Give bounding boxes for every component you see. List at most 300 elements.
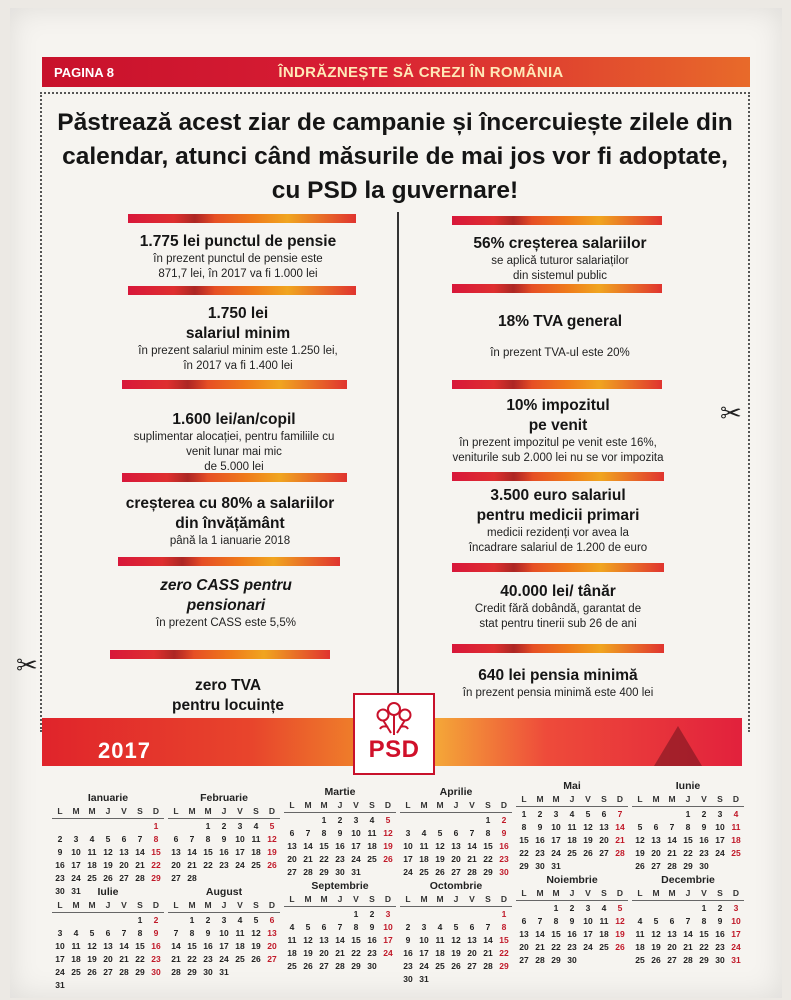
calendar-day[interactable]: 7	[485, 922, 491, 932]
calendar-day[interactable]: 14	[535, 929, 545, 939]
calendar-day[interactable]: 13	[319, 935, 329, 945]
calendar-day[interactable]: 17	[383, 935, 393, 945]
calendar-day[interactable]: 18	[235, 941, 245, 951]
calendar-day[interactable]: 15	[135, 941, 145, 951]
calendar-day[interactable]: 26	[651, 955, 661, 965]
calendar-day[interactable]: 1	[685, 809, 691, 819]
calendar-day[interactable]: 10	[403, 841, 413, 851]
calendar-day[interactable]: 11	[71, 941, 81, 951]
calendar-day[interactable]: 21	[171, 954, 181, 964]
calendar-day[interactable]: 2	[717, 903, 723, 913]
calendar-day[interactable]: 13	[599, 822, 609, 832]
calendar-day[interactable]: 11	[419, 841, 429, 851]
calendar-day[interactable]: 14	[303, 841, 313, 851]
calendar-day[interactable]: 28	[483, 961, 493, 971]
calendar-day[interactable]: 17	[235, 847, 245, 857]
calendar-day[interactable]: 18	[435, 948, 445, 958]
calendar-day[interactable]: 20	[171, 860, 181, 870]
calendar-day[interactable]: 25	[235, 954, 245, 964]
calendar-day[interactable]: 23	[367, 948, 377, 958]
calendar-day[interactable]: 4	[637, 916, 643, 926]
calendar-day[interactable]: 28	[187, 873, 197, 883]
calendar-day[interactable]: 29	[187, 967, 197, 977]
calendar-day[interactable]: 24	[583, 942, 593, 952]
calendar-day[interactable]: 24	[403, 867, 413, 877]
calendar-day[interactable]: 14	[171, 941, 181, 951]
calendar-day[interactable]: 25	[419, 867, 429, 877]
calendar-day[interactable]: 9	[405, 935, 411, 945]
calendar-day[interactable]: 29	[351, 961, 361, 971]
calendar-day[interactable]: 18	[635, 942, 645, 952]
calendar-day[interactable]: 1	[205, 821, 211, 831]
calendar-day[interactable]: 10	[383, 922, 393, 932]
calendar-day[interactable]: 17	[419, 948, 429, 958]
calendar-day[interactable]: 3	[553, 809, 559, 819]
calendar-day[interactable]: 9	[501, 828, 507, 838]
calendar-day[interactable]: 5	[305, 922, 311, 932]
calendar-day[interactable]: 6	[105, 928, 111, 938]
calendar-day[interactable]: 8	[521, 822, 527, 832]
calendar-day[interactable]: 28	[535, 955, 545, 965]
calendar-day[interactable]: 4	[569, 809, 575, 819]
calendar-day[interactable]: 30	[567, 955, 577, 965]
calendar-day[interactable]: 9	[221, 834, 227, 844]
calendar-day[interactable]: 24	[219, 954, 229, 964]
calendar-day[interactable]: 2	[701, 809, 707, 819]
calendar-day[interactable]: 6	[469, 922, 475, 932]
calendar-day[interactable]: 10	[731, 916, 741, 926]
calendar-day[interactable]: 7	[537, 916, 543, 926]
calendar-day[interactable]: 18	[71, 954, 81, 964]
calendar-day[interactable]: 29	[519, 861, 529, 871]
calendar-day[interactable]: 17	[71, 860, 81, 870]
calendar-day[interactable]: 22	[351, 948, 361, 958]
calendar-day[interactable]: 1	[485, 815, 491, 825]
calendar-day[interactable]: 17	[219, 941, 229, 951]
calendar-day[interactable]: 9	[337, 828, 343, 838]
calendar-day[interactable]: 23	[55, 873, 65, 883]
calendar-day[interactable]: 18	[731, 835, 741, 845]
calendar-day[interactable]: 15	[483, 841, 493, 851]
calendar-day[interactable]: 18	[567, 835, 577, 845]
calendar-day[interactable]: 11	[435, 935, 445, 945]
calendar-day[interactable]: 30	[535, 861, 545, 871]
calendar-day[interactable]: 9	[569, 916, 575, 926]
calendar-day[interactable]: 20	[119, 860, 129, 870]
calendar-day[interactable]: 11	[731, 822, 741, 832]
calendar-day[interactable]: 5	[105, 834, 111, 844]
calendar-day[interactable]: 6	[653, 822, 659, 832]
calendar-day[interactable]: 4	[437, 922, 443, 932]
calendar-day[interactable]: 13	[651, 835, 661, 845]
calendar-day[interactable]: 11	[287, 935, 297, 945]
calendar-day[interactable]: 17	[583, 929, 593, 939]
calendar-day[interactable]: 3	[405, 828, 411, 838]
calendar-day[interactable]: 22	[519, 848, 529, 858]
calendar-day[interactable]: 11	[599, 916, 609, 926]
calendar-day[interactable]: 28	[303, 867, 313, 877]
calendar-day[interactable]: 29	[683, 861, 693, 871]
calendar-day[interactable]: 27	[651, 861, 661, 871]
calendar-day[interactable]: 26	[87, 967, 97, 977]
calendar-day[interactable]: 1	[137, 915, 143, 925]
calendar-day[interactable]: 14	[335, 935, 345, 945]
calendar-day[interactable]: 10	[351, 828, 361, 838]
calendar-day[interactable]: 6	[601, 809, 607, 819]
calendar-day[interactable]: 16	[499, 841, 509, 851]
calendar-day[interactable]: 25	[635, 955, 645, 965]
calendar-day[interactable]: 20	[451, 854, 461, 864]
calendar-day[interactable]: 10	[583, 916, 593, 926]
calendar-day[interactable]: 14	[483, 935, 493, 945]
calendar-day[interactable]: 13	[103, 941, 113, 951]
calendar-day[interactable]: 16	[403, 948, 413, 958]
calendar-day[interactable]: 21	[535, 942, 545, 952]
calendar-day[interactable]: 5	[653, 916, 659, 926]
calendar-day[interactable]: 29	[135, 967, 145, 977]
calendar-day[interactable]: 21	[335, 948, 345, 958]
calendar-day[interactable]: 19	[651, 942, 661, 952]
calendar-day[interactable]: 2	[369, 909, 375, 919]
calendar-day[interactable]: 20	[319, 948, 329, 958]
calendar-day[interactable]: 5	[437, 828, 443, 838]
calendar-day[interactable]: 3	[221, 915, 227, 925]
calendar-day[interactable]: 11	[87, 847, 97, 857]
calendar-day[interactable]: 6	[669, 916, 675, 926]
calendar-day[interactable]: 6	[453, 828, 459, 838]
calendar-day[interactable]: 16	[699, 835, 709, 845]
calendar-day[interactable]: 18	[87, 860, 97, 870]
calendar-day[interactable]: 20	[467, 948, 477, 958]
calendar-day[interactable]: 26	[635, 861, 645, 871]
calendar-day[interactable]: 11	[251, 834, 261, 844]
calendar-day[interactable]: 8	[553, 916, 559, 926]
calendar-day[interactable]: 9	[205, 928, 211, 938]
calendar-day[interactable]: 19	[251, 941, 261, 951]
calendar-day[interactable]: 1	[701, 903, 707, 913]
calendar-day[interactable]: 21	[135, 860, 145, 870]
calendar-day[interactable]: 22	[499, 948, 509, 958]
calendar-day[interactable]: 27	[599, 848, 609, 858]
calendar-day[interactable]: 17	[551, 835, 561, 845]
calendar-day[interactable]: 23	[567, 942, 577, 952]
calendar-day[interactable]: 12	[251, 928, 261, 938]
calendar-day[interactable]: 12	[267, 834, 277, 844]
calendar-day[interactable]: 6	[289, 828, 295, 838]
calendar-day[interactable]: 5	[89, 928, 95, 938]
calendar-day[interactable]: 10	[419, 935, 429, 945]
calendar-day[interactable]: 30	[335, 867, 345, 877]
calendar-day[interactable]: 3	[73, 834, 79, 844]
calendar-day[interactable]: 7	[337, 922, 343, 932]
calendar-day[interactable]: 12	[435, 841, 445, 851]
calendar-day[interactable]: 29	[499, 961, 509, 971]
calendar-day[interactable]: 4	[421, 828, 427, 838]
calendar-day[interactable]: 6	[121, 834, 127, 844]
calendar-day[interactable]: 28	[467, 867, 477, 877]
calendar-day[interactable]: 3	[717, 809, 723, 819]
calendar-day[interactable]: 31	[55, 980, 65, 990]
calendar-day[interactable]: 8	[501, 922, 507, 932]
calendar-day[interactable]: 31	[219, 967, 229, 977]
calendar-day[interactable]: 13	[667, 929, 677, 939]
calendar-day[interactable]: 12	[87, 941, 97, 951]
calendar-day[interactable]: 19	[103, 860, 113, 870]
calendar-day[interactable]: 29	[699, 955, 709, 965]
calendar-day[interactable]: 23	[499, 854, 509, 864]
calendar-day[interactable]: 16	[219, 847, 229, 857]
calendar-day[interactable]: 7	[617, 809, 623, 819]
calendar-day[interactable]: 16	[367, 935, 377, 945]
calendar-day[interactable]: 9	[537, 822, 543, 832]
calendar-day[interactable]: 12	[303, 935, 313, 945]
calendar-day[interactable]: 18	[287, 948, 297, 958]
calendar-day[interactable]: 4	[289, 922, 295, 932]
calendar-day[interactable]: 24	[551, 848, 561, 858]
calendar-day[interactable]: 30	[367, 961, 377, 971]
calendar-day[interactable]: 5	[253, 915, 259, 925]
calendar-day[interactable]: 24	[235, 860, 245, 870]
calendar-day[interactable]: 8	[153, 834, 159, 844]
calendar-day[interactable]: 3	[421, 922, 427, 932]
calendar-day[interactable]: 7	[173, 928, 179, 938]
calendar-day[interactable]: 13	[467, 935, 477, 945]
calendar-day[interactable]: 7	[685, 916, 691, 926]
calendar-day[interactable]: 25	[251, 860, 261, 870]
calendar-day[interactable]: 5	[453, 922, 459, 932]
calendar-day[interactable]: 21	[187, 860, 197, 870]
calendar-day[interactable]: 14	[683, 929, 693, 939]
calendar-day[interactable]: 14	[667, 835, 677, 845]
calendar-day[interactable]: 1	[353, 909, 359, 919]
calendar-day[interactable]: 20	[651, 848, 661, 858]
calendar-day[interactable]: 19	[303, 948, 313, 958]
calendar-day[interactable]: 12	[583, 822, 593, 832]
calendar-day[interactable]: 28	[335, 961, 345, 971]
calendar-day[interactable]: 22	[151, 860, 161, 870]
calendar-day[interactable]: 29	[551, 955, 561, 965]
calendar-day[interactable]: 2	[501, 815, 507, 825]
calendar-day[interactable]: 7	[137, 834, 143, 844]
calendar-day[interactable]: 28	[171, 967, 181, 977]
calendar-day[interactable]: 16	[535, 835, 545, 845]
calendar-day[interactable]: 5	[269, 821, 275, 831]
calendar-day[interactable]: 6	[321, 922, 327, 932]
calendar-day[interactable]: 16	[567, 929, 577, 939]
calendar-day[interactable]: 4	[733, 809, 739, 819]
calendar-day[interactable]: 10	[235, 834, 245, 844]
calendar-day[interactable]: 8	[321, 828, 327, 838]
calendar-day[interactable]: 4	[601, 903, 607, 913]
calendar-day[interactable]: 25	[731, 848, 741, 858]
calendar-day[interactable]: 27	[119, 873, 129, 883]
calendar-day[interactable]: 23	[535, 848, 545, 858]
calendar-day[interactable]: 22	[483, 854, 493, 864]
calendar-day[interactable]: 5	[585, 809, 591, 819]
calendar-day[interactable]: 29	[151, 873, 161, 883]
calendar-day[interactable]: 22	[203, 860, 213, 870]
calendar-day[interactable]: 26	[267, 860, 277, 870]
calendar-day[interactable]: 15	[551, 929, 561, 939]
calendar-day[interactable]: 1	[321, 815, 327, 825]
calendar-day[interactable]: 24	[715, 848, 725, 858]
calendar-day[interactable]: 2	[337, 815, 343, 825]
calendar-day[interactable]: 8	[353, 922, 359, 932]
calendar-day[interactable]: 25	[87, 873, 97, 883]
calendar-day[interactable]: 27	[103, 967, 113, 977]
calendar-day[interactable]: 3	[385, 909, 391, 919]
calendar-day[interactable]: 7	[305, 828, 311, 838]
calendar-day[interactable]: 18	[251, 847, 261, 857]
calendar-day[interactable]: 2	[57, 834, 63, 844]
calendar-day[interactable]: 10	[55, 941, 65, 951]
calendar-day[interactable]: 23	[715, 942, 725, 952]
calendar-day[interactable]: 30	[55, 886, 65, 896]
calendar-day[interactable]: 21	[667, 848, 677, 858]
calendar-day[interactable]: 11	[235, 928, 245, 938]
calendar-day[interactable]: 30	[699, 861, 709, 871]
calendar-day[interactable]: 1	[189, 915, 195, 925]
calendar-day[interactable]: 24	[55, 967, 65, 977]
calendar-day[interactable]: 25	[435, 961, 445, 971]
calendar-day[interactable]: 17	[731, 929, 741, 939]
calendar-day[interactable]: 7	[121, 928, 127, 938]
calendar-day[interactable]: 11	[635, 929, 645, 939]
calendar-day[interactable]: 19	[451, 948, 461, 958]
calendar-day[interactable]: 2	[205, 915, 211, 925]
calendar-day[interactable]: 15	[683, 835, 693, 845]
calendar-day[interactable]: 21	[119, 954, 129, 964]
calendar-day[interactable]: 28	[119, 967, 129, 977]
calendar-day[interactable]: 13	[171, 847, 181, 857]
calendar-day[interactable]: 18	[419, 854, 429, 864]
calendar-day[interactable]: 1	[501, 909, 507, 919]
calendar-day[interactable]: 24	[419, 961, 429, 971]
calendar-day[interactable]: 28	[135, 873, 145, 883]
calendar-day[interactable]: 20	[267, 941, 277, 951]
calendar-day[interactable]: 8	[137, 928, 143, 938]
calendar-day[interactable]: 13	[287, 841, 297, 851]
calendar-day[interactable]: 22	[551, 942, 561, 952]
calendar-day[interactable]: 23	[403, 961, 413, 971]
calendar-day[interactable]: 7	[189, 834, 195, 844]
calendar-day[interactable]: 18	[599, 929, 609, 939]
calendar-day[interactable]: 30	[203, 967, 213, 977]
calendar-day[interactable]: 27	[267, 954, 277, 964]
calendar-day[interactable]: 3	[57, 928, 63, 938]
calendar-day[interactable]: 15	[519, 835, 529, 845]
calendar-day[interactable]: 13	[519, 929, 529, 939]
calendar-day[interactable]: 2	[153, 915, 159, 925]
calendar-day[interactable]: 4	[237, 915, 243, 925]
calendar-day[interactable]: 9	[701, 822, 707, 832]
calendar-day[interactable]: 13	[119, 847, 129, 857]
calendar-day[interactable]: 20	[103, 954, 113, 964]
calendar-day[interactable]: 30	[715, 955, 725, 965]
calendar-day[interactable]: 16	[715, 929, 725, 939]
calendar-day[interactable]: 25	[287, 961, 297, 971]
calendar-day[interactable]: 7	[669, 822, 675, 832]
calendar-day[interactable]: 9	[153, 928, 159, 938]
calendar-day[interactable]: 19	[635, 848, 645, 858]
calendar-day[interactable]: 31	[731, 955, 741, 965]
calendar-day[interactable]: 15	[203, 847, 213, 857]
calendar-day[interactable]: 30	[499, 867, 509, 877]
calendar-day[interactable]: 14	[467, 841, 477, 851]
calendar-day[interactable]: 27	[451, 867, 461, 877]
calendar-day[interactable]: 15	[351, 935, 361, 945]
calendar-day[interactable]: 31	[71, 886, 81, 896]
calendar-day[interactable]: 17	[351, 841, 361, 851]
calendar-day[interactable]: 10	[71, 847, 81, 857]
calendar-day[interactable]: 12	[615, 916, 625, 926]
calendar-day[interactable]: 14	[119, 941, 129, 951]
calendar-day[interactable]: 27	[287, 867, 297, 877]
calendar-day[interactable]: 29	[319, 867, 329, 877]
calendar-day[interactable]: 19	[435, 854, 445, 864]
calendar-day[interactable]: 4	[369, 815, 375, 825]
calendar-day[interactable]: 8	[205, 834, 211, 844]
calendar-day[interactable]: 4	[73, 928, 79, 938]
calendar-day[interactable]: 15	[499, 935, 509, 945]
calendar-day[interactable]: 19	[267, 847, 277, 857]
calendar-day[interactable]: 22	[187, 954, 197, 964]
calendar-day[interactable]: 5	[637, 822, 643, 832]
calendar-day[interactable]: 25	[567, 848, 577, 858]
calendar-day[interactable]: 4	[253, 821, 259, 831]
calendar-day[interactable]: 20	[599, 835, 609, 845]
calendar-day[interactable]: 5	[617, 903, 623, 913]
calendar-day[interactable]: 26	[303, 961, 313, 971]
calendar-day[interactable]: 14	[187, 847, 197, 857]
calendar-day[interactable]: 23	[335, 854, 345, 864]
calendar-day[interactable]: 15	[187, 941, 197, 951]
calendar-day[interactable]: 29	[483, 867, 493, 877]
calendar-day[interactable]: 15	[319, 841, 329, 851]
calendar-day[interactable]: 26	[435, 867, 445, 877]
calendar-day[interactable]: 12	[103, 847, 113, 857]
calendar-day[interactable]: 23	[203, 954, 213, 964]
calendar-day[interactable]: 17	[715, 835, 725, 845]
calendar-day[interactable]: 14	[135, 847, 145, 857]
calendar-day[interactable]: 8	[189, 928, 195, 938]
calendar-day[interactable]: 17	[55, 954, 65, 964]
calendar-day[interactable]: 9	[57, 847, 63, 857]
calendar-day[interactable]: 2	[221, 821, 227, 831]
calendar-day[interactable]: 2	[537, 809, 543, 819]
calendar-day[interactable]: 27	[171, 873, 181, 883]
calendar-day[interactable]: 10	[551, 822, 561, 832]
calendar-day[interactable]: 16	[335, 841, 345, 851]
calendar-day[interactable]: 24	[383, 948, 393, 958]
calendar-day[interactable]: 12	[451, 935, 461, 945]
calendar-day[interactable]: 20	[519, 942, 529, 952]
calendar-day[interactable]: 24	[351, 854, 361, 864]
calendar-day[interactable]: 10	[219, 928, 229, 938]
calendar-day[interactable]: 12	[383, 828, 393, 838]
calendar-day[interactable]: 6	[173, 834, 179, 844]
calendar-day[interactable]: 21	[467, 854, 477, 864]
calendar-day[interactable]: 26	[103, 873, 113, 883]
calendar-day[interactable]: 14	[615, 822, 625, 832]
calendar-day[interactable]: 26	[615, 942, 625, 952]
calendar-day[interactable]: 22	[683, 848, 693, 858]
calendar-day[interactable]: 6	[269, 915, 275, 925]
calendar-day[interactable]: 20	[667, 942, 677, 952]
calendar-day[interactable]: 8	[685, 822, 691, 832]
calendar-day[interactable]: 21	[615, 835, 625, 845]
calendar-day[interactable]: 13	[267, 928, 277, 938]
